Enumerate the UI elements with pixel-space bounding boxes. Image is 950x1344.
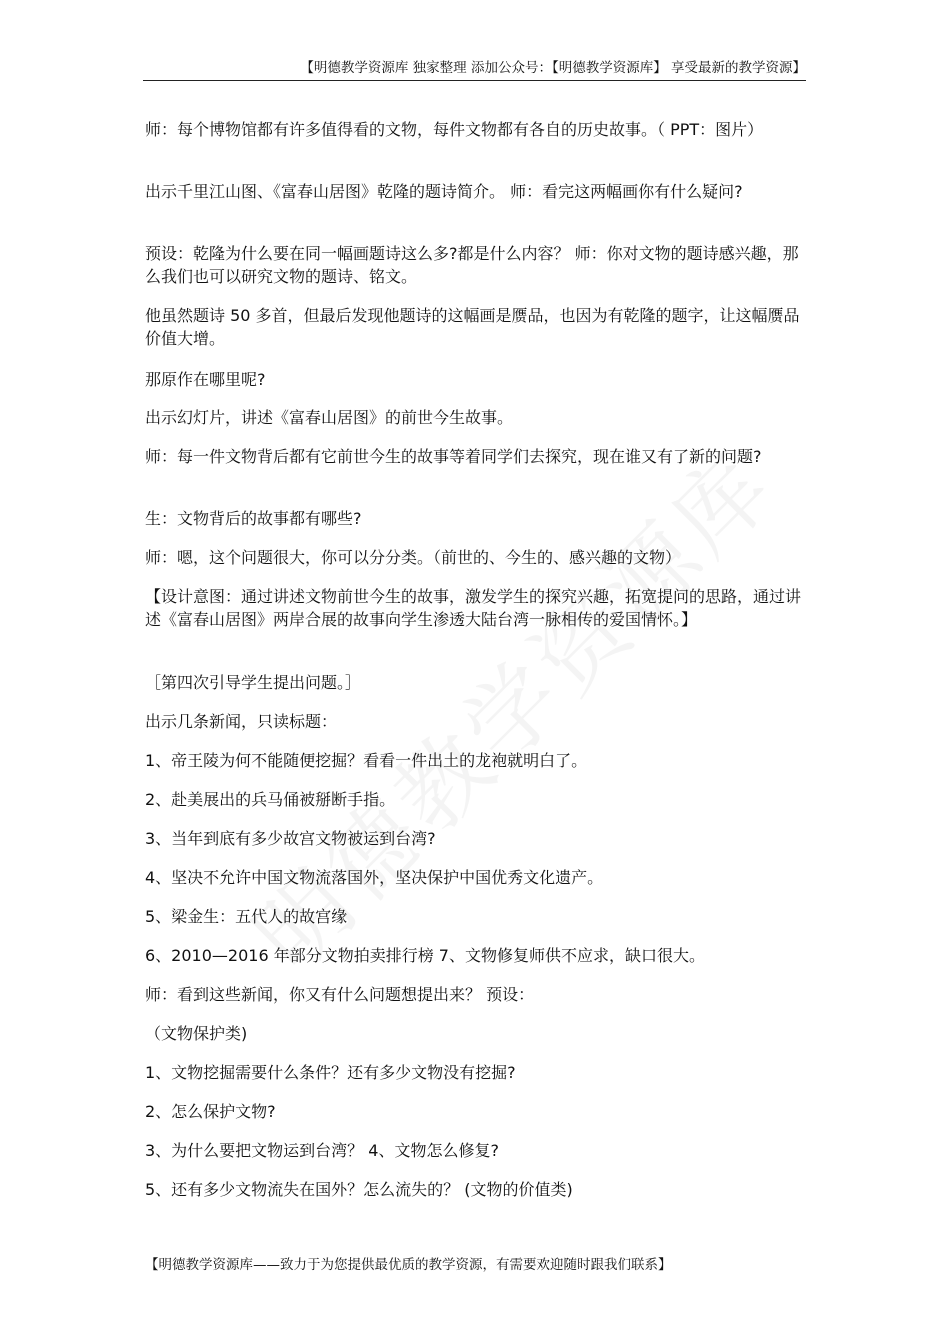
news-item-2: 2、赴美展出的兵马俑被掰断手指。 bbox=[145, 790, 396, 809]
news-item-1: 1、帝王陵为何不能随便挖掘？看看一件出土的龙袍就明白了。 bbox=[145, 751, 588, 770]
paragraph-2: 出示千里江山图、《富春山居图》乾隆的题诗简介。 师：看完这两幅画你有什么疑问? bbox=[145, 182, 743, 201]
news-item-5: 5、梁金生：五代人的故宫缘 bbox=[145, 907, 348, 926]
paragraph-5: 那原作在哪里呢? bbox=[145, 370, 266, 389]
news-item-6-7: 6、2010—2016 年部分文物拍卖排行榜 7、文物修复师供不应求，缺口很大。 bbox=[145, 946, 705, 965]
page-header: 【明德教学资源库 独家整理 添加公众号：【明德教学资源库】 享受最新的教学资源】 bbox=[143, 56, 806, 81]
paragraph-19: 师：看到这些新闻，你又有什么问题想提出来？ 预设： bbox=[145, 985, 535, 1004]
paragraph-3: 预设：乾隆为什么要在同一幅画题诗这么多?都是什么内容？ 师：你对文物的题诗感兴趣，那么我们也可以研究文物的题诗、铭文。 bbox=[145, 244, 799, 286]
paragraph-6: 出示幻灯片，讲述《富春山居图》的前世今生故事。 bbox=[145, 408, 514, 427]
question-3-4: 3、为什么要把文物运到台湾？ 4、文物怎么修复? bbox=[145, 1141, 499, 1160]
page-footer: 【明德教学资源库——致力于为您提供最优质的教学资源，有需要欢迎随时跟我们联系】 bbox=[145, 1257, 672, 1273]
question-5: 5、还有多少文物流失在国外？怎么流失的？ (文物的价值类) bbox=[145, 1180, 573, 1199]
question-1: 1、文物挖掘需要什么条件？还有多少文物没有挖掘? bbox=[145, 1063, 516, 1082]
news-item-4: 4、坚决不允许中国文物流落国外，坚决保护中国优秀文化遗产。 bbox=[145, 868, 604, 887]
paragraph-4: 他虽然题诗 50 多首，但最后发现他题诗的这幅画是赝品，也因为有乾隆的题字，让这幅赝品价值大增。 bbox=[145, 306, 800, 348]
design-intent-note: 【设计意图：通过讲述文物前世今生的故事，激发学生的探究兴趣，拓宽提问的思路，通过讲述《富春山居图》两岸合展的故事向学生渗透大陆台湾一脉相传的爱国情怀。】 bbox=[145, 587, 802, 629]
paragraph-11: ［第四次引导学生提出问题。］ bbox=[145, 673, 362, 692]
paragraph-9: 师：嗯，这个问题很大，你可以分分类。（前世的、今生的、感兴趣的文物） bbox=[145, 548, 682, 567]
question-2: 2、怎么保护文物? bbox=[145, 1102, 276, 1121]
paragraph-8: 生：文物背后的故事都有哪些? bbox=[145, 509, 362, 528]
paragraph-7: 师：每一件文物背后都有它前世今生的故事等着同学们去探究，现在谁又有了新的问题? bbox=[145, 447, 762, 466]
news-item-3: 3、当年到底有多少故宫文物被运到台湾? bbox=[145, 829, 436, 848]
paragraph-1: 师：每个博物馆都有许多值得看的文物，每件文物都有各自的历史故事。（ PPT：图片） bbox=[145, 120, 764, 139]
category-heading: （文物保护类) bbox=[145, 1024, 248, 1043]
paragraph-12: 出示几条新闻，只读标题： bbox=[145, 712, 338, 731]
